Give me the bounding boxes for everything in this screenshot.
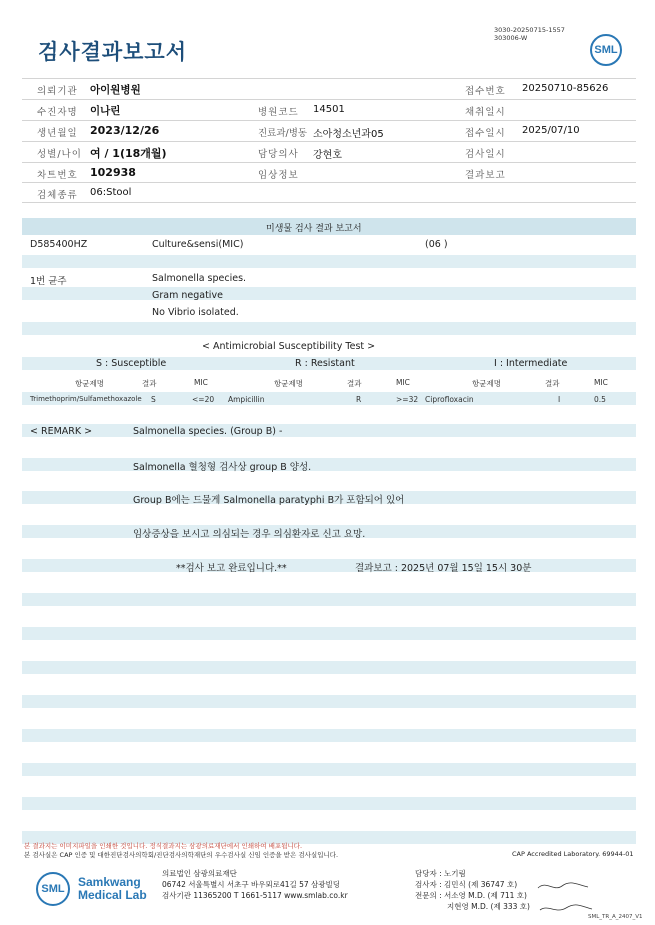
row-band	[22, 797, 636, 810]
staff-info	[415, 868, 530, 912]
org-address: 06742 서울특별시 서초구 바우뫼로41길 57 삼광빌딩	[162, 880, 341, 889]
legend-susceptible: S : Susceptible	[96, 358, 167, 369]
ast-result: I	[558, 395, 561, 404]
brand-name	[78, 876, 147, 902]
remark-line: Group B에는 드물게 Salmonella paratyphi B가 포함되어 있어	[133, 495, 405, 506]
brand-line: Medical Lab	[78, 888, 147, 902]
ast-mic: >=32	[396, 395, 419, 404]
row-band	[22, 763, 636, 776]
col-header: 항균제명	[75, 379, 104, 388]
row-band	[22, 729, 636, 742]
row-band	[22, 287, 636, 300]
specimen-value: 06:Stool	[90, 187, 132, 198]
footer-note: 본 검사실은 CAP 인증 및 대한진단검사의학회/진단검사의학재단의 우수검사실 신임 인증을 받은 검사실입니다.	[24, 851, 339, 859]
brand-line: Samkwang	[78, 875, 141, 889]
col-header: 결과	[545, 379, 560, 388]
legend-intermediate: I : Intermediate	[494, 358, 568, 369]
dept-value: 소아청소년과05	[313, 129, 384, 140]
row-band	[22, 627, 636, 640]
clinical-label: 임상정보	[258, 170, 299, 181]
result-report-label: 결과보고	[465, 170, 506, 181]
remark-line: Salmonella 혈청형 검사상 group B 양성.	[133, 462, 312, 473]
ast-result: S	[151, 395, 156, 404]
col-header: MIC	[396, 378, 410, 387]
row-band	[22, 255, 636, 268]
receipt-no-label: 접수번호	[465, 86, 506, 97]
divider	[22, 120, 636, 121]
ast-antibiotic: Ciprofloxacin	[425, 395, 474, 404]
remark-label: < REMARK >	[30, 426, 93, 437]
footer-note-red: 본 결과지는 이미지파일을 인쇄한 것입니다. 정식결과지는 삼광의료재단에서 인쇄하여 배포됩니다.	[24, 842, 303, 850]
ast-result: R	[356, 395, 362, 404]
page-title: 검사결과보고서	[38, 40, 188, 64]
ast-antibiotic: Trimethoprim/Sulfamethoxazole	[30, 395, 142, 403]
institution-value: 아이원병원	[90, 84, 141, 96]
col-header: 항균제명	[274, 379, 303, 388]
doctor-value: 강현호	[313, 150, 342, 161]
form-code: SML_TR_A_2407_V1	[588, 914, 643, 920]
col-header: 결과	[142, 379, 157, 388]
row-band	[22, 322, 636, 335]
row-band	[22, 593, 636, 606]
col-header: MIC	[194, 378, 208, 387]
remark-line: Salmonella species. (Group B) -	[133, 426, 283, 437]
organism-line: Gram negative	[152, 290, 223, 301]
chart-label: 차트번호	[37, 170, 78, 181]
staff-line: 담당자 : 노기림	[415, 869, 466, 878]
org-name: 의료법인 삼광의료재단	[162, 869, 237, 878]
test-date-label: 검사일시	[465, 149, 506, 160]
dob-value: 2023/12/26	[90, 124, 160, 137]
signature-icon	[536, 878, 596, 918]
test-name: Culture&sensi(MIC)	[152, 239, 244, 250]
ast-mic: <=20	[192, 395, 215, 404]
receipt-date-value: 2025/07/10	[522, 125, 580, 136]
divider	[22, 182, 636, 183]
staff-line: 지현영 M.D. (제 333 호)	[447, 902, 530, 911]
row-band	[22, 458, 636, 471]
legend-resistant: R : Resistant	[295, 358, 355, 369]
institution-label: 의뢰기관	[37, 86, 78, 97]
report-complete: **검사 보고 완료입니다.**	[176, 563, 287, 574]
ast-title: < Antimicrobial Susceptibility Test >	[202, 341, 376, 352]
organism-line: No Vibrio isolated.	[152, 307, 239, 318]
sex-age-label: 성별/나이	[37, 149, 82, 160]
sml-logo-icon: SML	[36, 872, 70, 906]
hospital-code-value: 14501	[313, 104, 345, 115]
section-title: 미생물 검사 결과 보고서	[266, 224, 362, 234]
cap-accreditation: CAP Accredited Laboratory. 69944-01	[512, 850, 634, 858]
dept-label: 진료과/병동	[258, 128, 308, 139]
test-number: (06 )	[425, 239, 448, 250]
divider	[22, 99, 636, 100]
doctor-label: 담당의사	[258, 149, 299, 160]
result-time: 결과보고 : 2025년 07월 15일 15시 30분	[355, 563, 532, 574]
org-contact: 검사기관 11365200 T 1661-5117 www.smlab.co.kr	[162, 891, 348, 900]
patient-value: 이나린	[90, 105, 121, 117]
row-band	[22, 424, 636, 437]
dob-label: 생년월일	[37, 128, 78, 139]
organism-label: 1번 균주	[30, 276, 67, 287]
remark-line: 임상증상을 보시고 의심되는 경우 의심환자로 신고 요망.	[133, 529, 366, 540]
row-band	[22, 661, 636, 674]
col-header: MIC	[594, 378, 608, 387]
divider	[22, 162, 636, 163]
staff-line: 전문의 : 서소영 M.D. (제 711 호)	[415, 891, 527, 900]
sex-age-value: 여 / 1(18개월)	[90, 147, 167, 160]
staff-line: 검사자 : 김민식 (제 36747 호)	[415, 880, 518, 889]
document-id	[494, 26, 565, 42]
sml-logo-icon: SML	[590, 34, 622, 66]
specimen-label: 검체종류	[37, 190, 78, 201]
organism-line: Salmonella species.	[152, 273, 247, 284]
receipt-no-value: 20250710-85626	[522, 83, 609, 94]
chart-value: 102938	[90, 166, 136, 179]
col-header: 결과	[347, 379, 362, 388]
hospital-code-label: 병원코드	[258, 107, 299, 118]
test-code: D585400HZ	[30, 239, 88, 250]
ast-antibiotic: Ampicillin	[228, 395, 265, 404]
org-info	[162, 868, 348, 901]
collect-date-label: 채취일시	[465, 107, 506, 118]
document-id-line2: 303006-W	[494, 34, 528, 42]
patient-label: 수진자명	[37, 107, 78, 118]
row-band	[22, 559, 636, 572]
row-band	[22, 695, 636, 708]
ast-mic: 0.5	[594, 395, 606, 404]
col-header: 항균제명	[472, 379, 501, 388]
document-id-line1: 3030-20250715-1557	[494, 26, 565, 34]
divider	[22, 141, 636, 142]
receipt-date-label: 접수일시	[465, 128, 506, 139]
divider	[22, 78, 636, 79]
divider	[22, 202, 636, 203]
